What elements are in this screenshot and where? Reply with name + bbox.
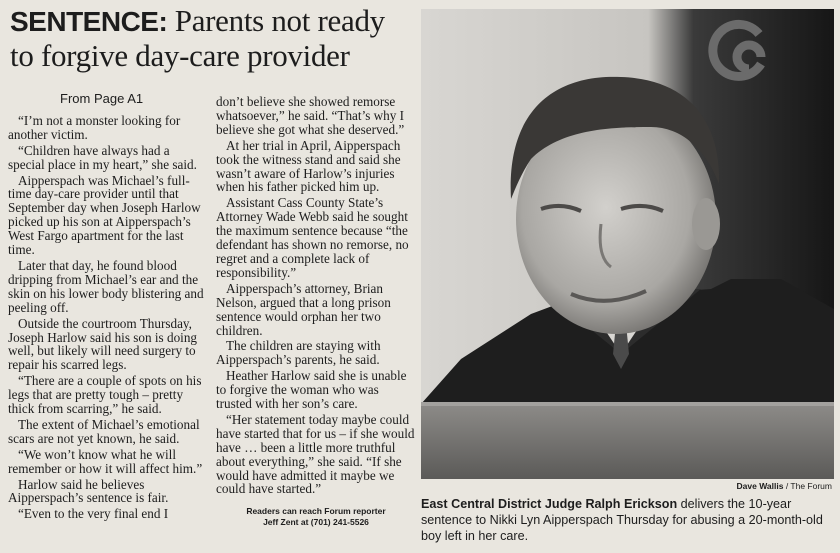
article-column-2 bbox=[216, 95, 416, 528]
paragraph: Outside the courtroom Thursday, Joseph Harlow said his son is doing well, but likely will need surgery to repair his scarred legs. bbox=[8, 315, 198, 373]
photo-credit bbox=[640, 481, 832, 491]
paragraph: The extent of Michael’s emotional scars are not yet known, he said. bbox=[8, 416, 200, 446]
headline-line-1 bbox=[10, 4, 415, 39]
article-column-1 bbox=[8, 92, 208, 523]
paragraph: Aipperspach was Michael’s full-time day-care provider until that September day when Joseph Harlow picked up his son at Aipperspach’s West Fargo apartment for the last time. bbox=[8, 172, 201, 258]
headline-line-2: to forgive day-care provider bbox=[10, 38, 350, 73]
paragraph: “Her statement today maybe could have started that for us – if she would have … been a little more truthful about everything,” she said. “If she would have admitted it maybe we could have started.” bbox=[216, 411, 415, 497]
paragraph: “There are a couple of spots on his legs that are pretty tough – pretty thick from scarring,” he said. bbox=[8, 373, 202, 417]
photo-image bbox=[421, 9, 834, 479]
headline bbox=[10, 4, 415, 73]
paragraph: “Even to the very final end I bbox=[18, 506, 169, 522]
paragraph: “We won’t know what he will remember or how it will affect him.” bbox=[8, 446, 203, 476]
photo-organization: The Forum bbox=[790, 481, 832, 491]
photographer-name: Dave Wallis bbox=[736, 481, 784, 491]
paragraph-continued: don’t believe she showed remorse whatsoever,” he said. “That’s why I believe she got what she deserved.” bbox=[216, 94, 405, 137]
reporter-contact bbox=[216, 506, 416, 528]
caption-subject: East Central District Judge Ralph Erickson bbox=[421, 497, 678, 511]
dateline: From Page A1 bbox=[60, 91, 144, 106]
paragraph: “Children have always had a special place in my heart,” she said. bbox=[8, 142, 197, 172]
reporter-contact-line-2: Jeff Zent at (701) 241-5526 bbox=[263, 517, 369, 528]
caption-text: delivers the 10-year sentence to Nikki Lyn Aipperspach Thursday for abusing a 20-month-old boy left in her care. bbox=[421, 497, 823, 543]
credit-separator: / bbox=[783, 481, 791, 491]
news-photo-judge bbox=[421, 9, 834, 479]
paragraph: Aipperspach’s attorney, Brian Nelson, argued that a long prison sentence would orphan her two children. bbox=[216, 280, 391, 338]
paragraph: Later that day, he found blood dripping from Michael’s ear and the skin on his lower body blistering and peeling off. bbox=[8, 257, 204, 315]
headline-line-1-text: Parents not ready bbox=[167, 3, 385, 38]
paragraph: Harlow said he believes Aipperspach’s sentence is fair. bbox=[8, 476, 169, 506]
reporter-contact-line-1: Readers can reach Forum reporter bbox=[246, 506, 386, 517]
photo-caption bbox=[421, 496, 834, 544]
paragraph: “I’m not a monster looking for another victim. bbox=[8, 112, 181, 142]
paragraph: Assistant Cass County State’s Attorney Wade Webb said he sought the maximum sentence because “the defendant has shown no remorse, no regret and a complete lack of responsibility.” bbox=[216, 195, 409, 280]
paragraph: The children are staying with Aipperspach’s parents, he said. bbox=[216, 338, 381, 368]
paragraph: At her trial in April, Aipperspach took the witness stand and said she wasn’t aware of Harlow’s injuries when his father picked him up. bbox=[216, 137, 401, 195]
headline-kicker: SENTENCE: bbox=[10, 6, 168, 37]
paragraph: Heather Harlow said she is unable to forgive the woman who was trusted with her son’s care. bbox=[216, 368, 407, 412]
